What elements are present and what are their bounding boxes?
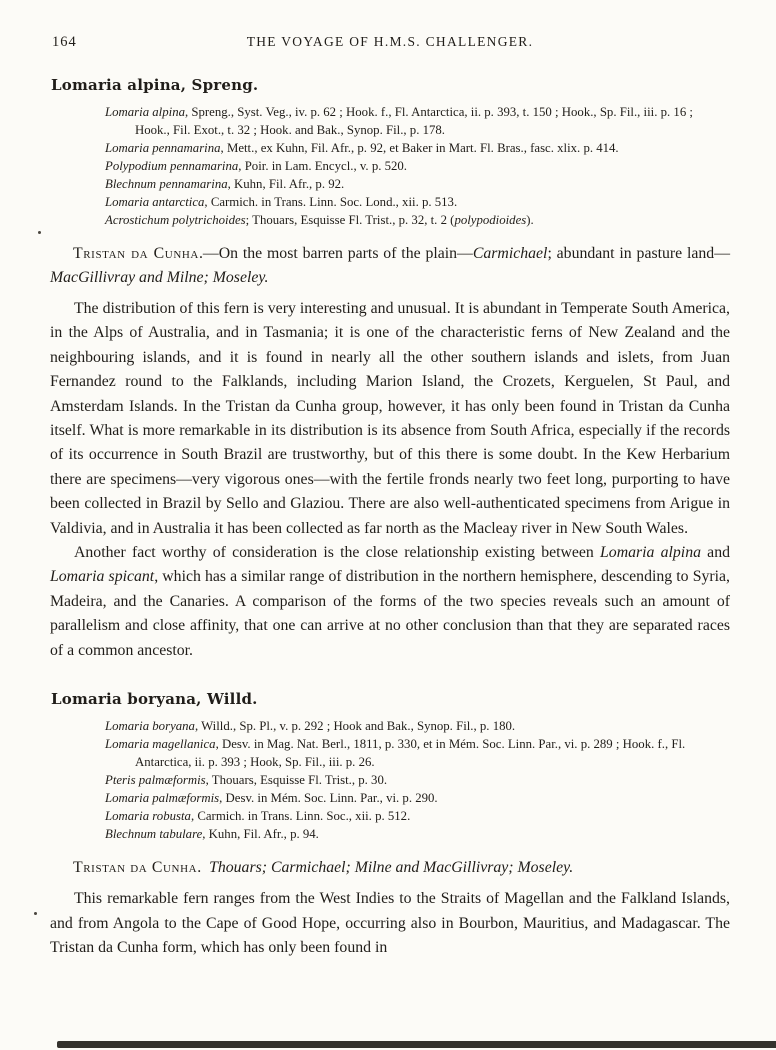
synonymy-entry [50,139,730,157]
text-segment: , Carmich. in Trans. Linn. Soc., xii. p. 512. [190,809,411,824]
synonymy-list-alpina [50,103,730,229]
species-heading-boryana: Lomaria boryana, Willd. [51,690,258,709]
synonymy-entry [50,717,730,735]
italic-text: Polypodium pennamarina [105,159,239,173]
text-segment: ; abundant in pasture land— [547,245,730,262]
text-segment: .—On the most barren parts of the plain— [198,245,473,262]
locality-paragraph-boryana [50,856,730,880]
synonymy-entry [50,103,730,139]
italic-text: Acrostichum polytrichoides [105,213,246,227]
italic-text: Lomaria palmæformis [105,791,220,806]
text-segment: , Mett., ex Kuhn, Fil. Afr., p. 92, et Baker in Mart. Fl. Bras., fasc. xlix. p. 414. [220,141,619,155]
page-header [50,34,730,50]
italic-text: Lomaria alpina [105,105,185,119]
synonymy-entry [50,789,730,807]
text-segment: , Desv. in Mém. Soc. Linn. Par., vi. p. 290. [219,791,438,806]
text-segment: This remarkable fern ranges from the West Indies to the Straits of Magellan and the Falkland Islands, and from Angola to the Cape of Good Hope, occurring also in Bourbon, Mauritius, and Madagascar. The Tristan da Cunha form, which has only been found in [50,890,730,956]
section-lomaria-boryana [50,690,730,960]
italic-text: Blechnum tabulare [105,827,203,842]
small-caps-text: Tristan da Cunha [73,245,199,262]
body-paragraph [50,297,730,541]
running-head: THE VOYAGE OF H.M.S. CHALLENGER. [246,34,534,49]
synonymy-entry [50,735,730,771]
italic-text: Lomaria magellanica [105,737,216,752]
italic-text: Lomaria pennamarina [105,141,221,155]
synonymy-entry [50,807,730,825]
italic-text: Lomaria alpina [600,544,701,562]
italic-text: Lomaria robusta [105,809,191,824]
locality-paragraph-alpina [50,242,730,290]
text-segment: , Kuhn, Fil. Afr., p. 92. [227,177,345,191]
text-segment: , Desv. in Mag. Nat. Berl., 1811, p. 330, et in Mém. Soc. Linn. Par., vi. p. 289 ; Hook. f., Fl. Antarctica, ii. p. 393 ; Hook, Sp. Fil., iii. p. 26. [135,737,686,770]
text-segment: Another fact worthy of consideration is the close relationship existing between [74,544,601,562]
italic-text: Pteris palmæformis [105,773,206,788]
synonymy-entry [50,211,730,229]
synonymy-entry [50,157,730,175]
synonymy-entry [50,825,730,843]
synonymy-entry [50,771,730,789]
page-number: 164 [52,34,77,50]
italic-text: Thouars; Carmichael; Milne and MacGillivray; Moseley. [209,859,574,877]
italic-text: MacGillivray and Milne; Moseley. [50,269,269,286]
text-segment: , Spreng., Syst. Veg., iv. p. 62 ; Hook. f., Fl. Antarctica, ii. p. 393, t. 150 ; Hook., Sp. Fil., iii. p. 16 ; Hook., Fil. Exot., t. 32 ; Hook. and Bak., Synop. Fil., p. 178. [135,105,693,137]
species-heading-alpina: Lomaria alpina, Spreng. [51,76,259,94]
synonymy-list-boryana [50,717,730,843]
italic-text: Lomaria boryana [105,719,195,734]
italic-text: Carmichael [472,245,548,262]
text-segment: and [701,544,730,562]
text-segment: The distribution of this fern is very interesting and unusual. It is abundant in Temperate South America, in the Alps of Australia, and in Tasmania; it is one of the characteristic ferns of New Zealand and the neighbouring islands, and it is found in nearly all the other southern islands and islets, from Juan Fernandez round to the Falklands, including Marion Island, the Crozets, Kerguelen, St Paul, and Amsterdam Islands. In the Tristan da Cunha group, however, it has only been found in Tristan da Cunha itself. What is more remarkable in its distribution is its absence from South Africa, especially if the records of its occurrence in South Brazil are trustworthy, but of this there is some doubt. In the Kew Herbarium there are specimens—very vigorous ones—with the fertile fronds nearly two feet long, purporting to have been collected in Brazil by Sello and Glaziou. There are also well-authenticated specimens from Arigue in Valdivia, and in Australia it has been collected as far north as the Macleay river in New South Wales. [50,300,730,537]
italic-text: Blechnum pennamarina [105,177,228,191]
italic-text: Lomaria antarctica [105,195,205,209]
text-segment: , which has a similar range of distribution in the northern hemisphere, descending to Syria, Madeira, and the Canaries. A comparison of the forms of the two species reveals such an amount of parallelism and close affinity, that one can arrive at no other conclusion than that they are separated races of a common ancestor. [50,568,730,659]
scan-speck [38,231,41,234]
text-segment: ). [526,213,534,227]
text-segment: , Willd., Sp. Pl., v. p. 292 ; Hook and Bak., Synop. Fil., p. 180. [194,719,516,734]
synonymy-entry [50,193,730,211]
scan-speck [34,912,37,915]
section-lomaria-alpina [50,76,730,663]
body-paragraph [50,541,730,663]
synonymy-entry [50,175,730,193]
text-segment: , Poir. in Lam. Encycl., v. p. 520. [238,159,408,173]
scan-edge-shadow [57,1041,776,1048]
text-segment: , Carmich. in Trans. Linn. Soc. Lond., xii. p. 513. [204,195,458,209]
text-segment: ; Thouars, Esquisse Fl. Trist., p. 32, t. 2 ( [245,213,455,227]
text-segment: , Kuhn, Fil. Afr., p. 94. [202,827,319,842]
text-segment: . [197,859,210,877]
italic-text: Lomaria spicant [50,568,155,586]
italic-text: polypodioides [454,213,527,227]
text-segment: , Thouars, Esquisse Fl. Trist., p. 30. [205,773,388,788]
body-paragraph [50,887,730,960]
small-caps-text: Tristan da Cunha [73,859,198,877]
